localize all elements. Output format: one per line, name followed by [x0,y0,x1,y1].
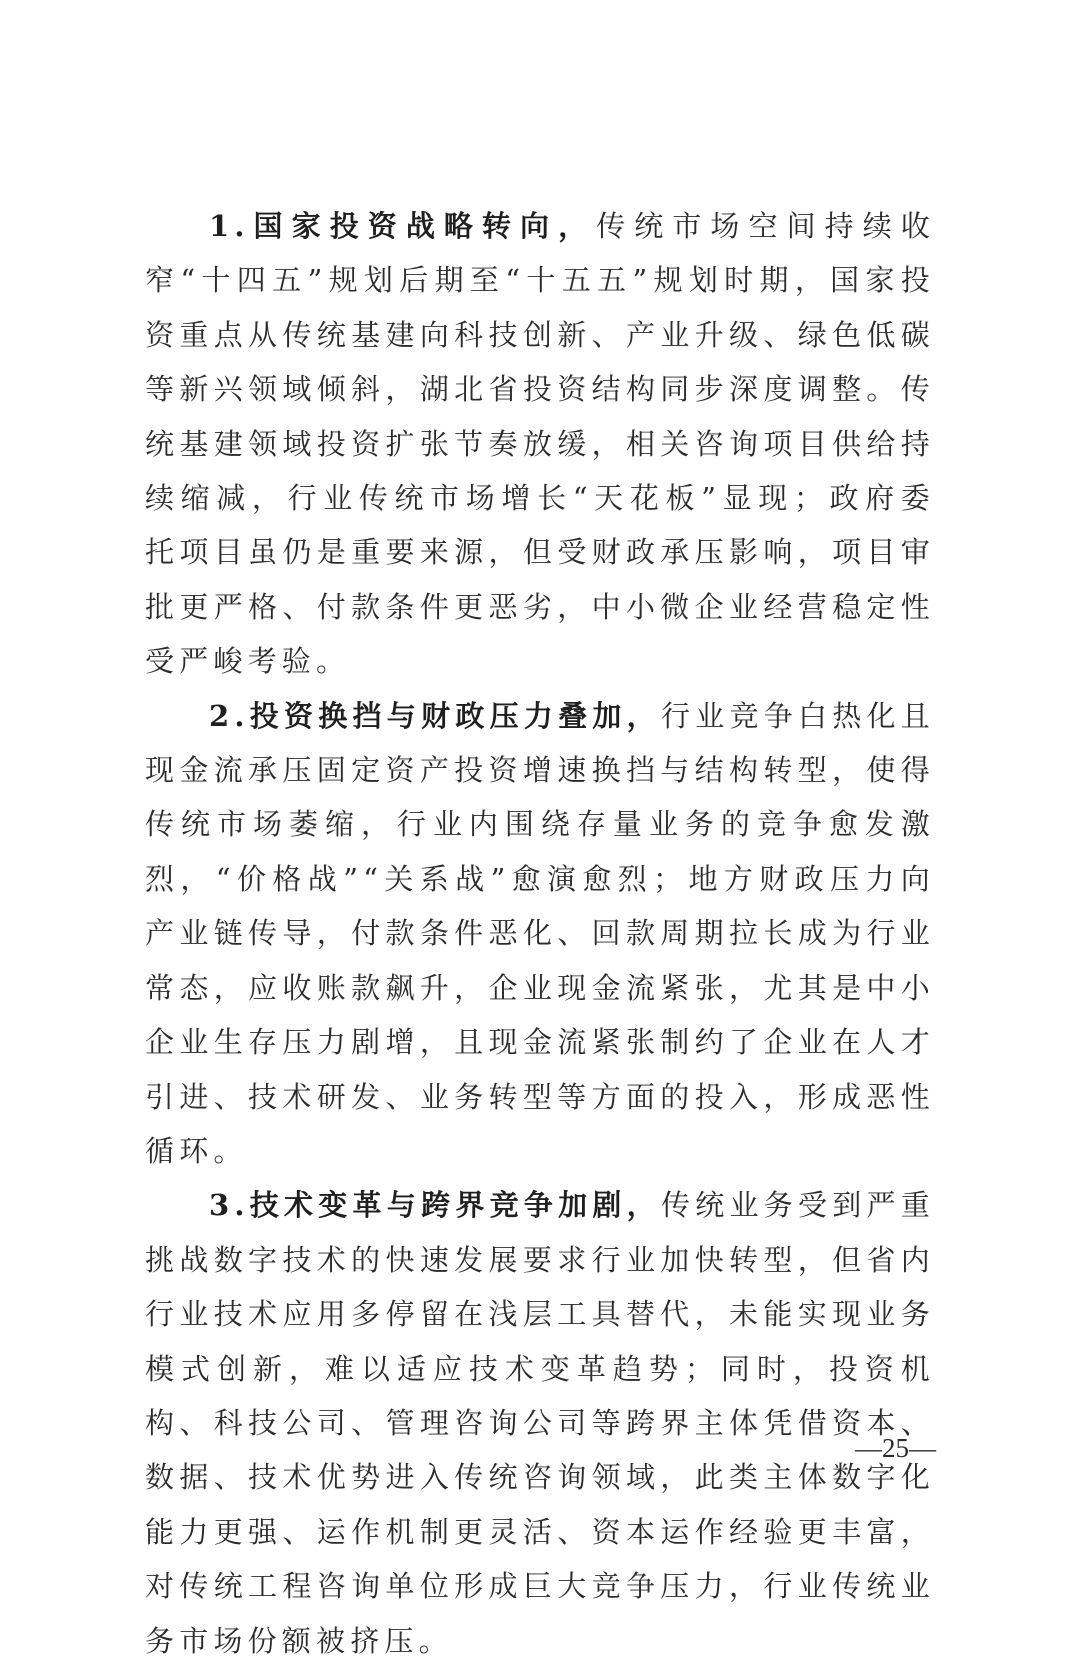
paragraph-2-heading: 2.投资换挡与财政压力叠加， [209,698,661,733]
body-text [145,199,935,1668]
page-number: —25— [855,1433,936,1463]
paragraph-1-heading: 1.国家投资战略转向， [209,209,597,243]
paragraph-3-heading: 3.技术变革与跨界竞争加剧， [209,1188,661,1223]
paragraph-2-body: 行业竞争白热化且现金流承压固定资产投资增速换挡与结构转型，使得传统市场萎缩，行业内围绕存量业务的竞争愈发激烈，“价格战”“关系战”愈演愈烈；地方财政压力向产业链传导，付款条件恶化、回款周期拉长成为行业常态，应收账款飙升，企业现金流紧张，尤其是中小企业生存压力剧增，且现金流紧张制约了企业在人才引进、技术研发、业务转型等方面的投入，形成恶性循环。 [145,698,935,1168]
paragraph-1 [145,199,935,689]
paragraph-1-body: 传统市场空间持续收窄“十四五”规划后期至“十五五”规划时期，国家投资重点从传统基建向科技创新、产业升级、绿色低碳等新兴领域倾斜，湖北省投资结构同步深度调整。传统基建领域投资扩张节奏放缓，相关咨询项目供给持续缩减，行业传统市场增长“天花板”显现；政府委托项目虽仍是重要来源，但受财政承压影响，项目审批更严格、付款条件更恶劣，中小微企业经营稳定性受严峻考验。 [145,209,935,679]
paragraph-3-body: 传统业务受到严重挑战数字技术的快速发展要求行业加快转型，但省内行业技术应用多停留在浅层工具替代，未能实现业务模式创新，难以适应技术变革趋势；同时，投资机构、科技公司、管理咨询公司等跨界主体凭借资本、数据、技术优势进入传统咨询领域，此类主体数字化能力更强、运作机制更灵活、资本运作经验更丰富，对传统工程咨询单位形成巨大竞争压力，行业传统业务市场份额被挤压。 [145,1188,935,1658]
paragraph-2 [145,689,935,1179]
paragraph-3 [145,1178,935,1668]
